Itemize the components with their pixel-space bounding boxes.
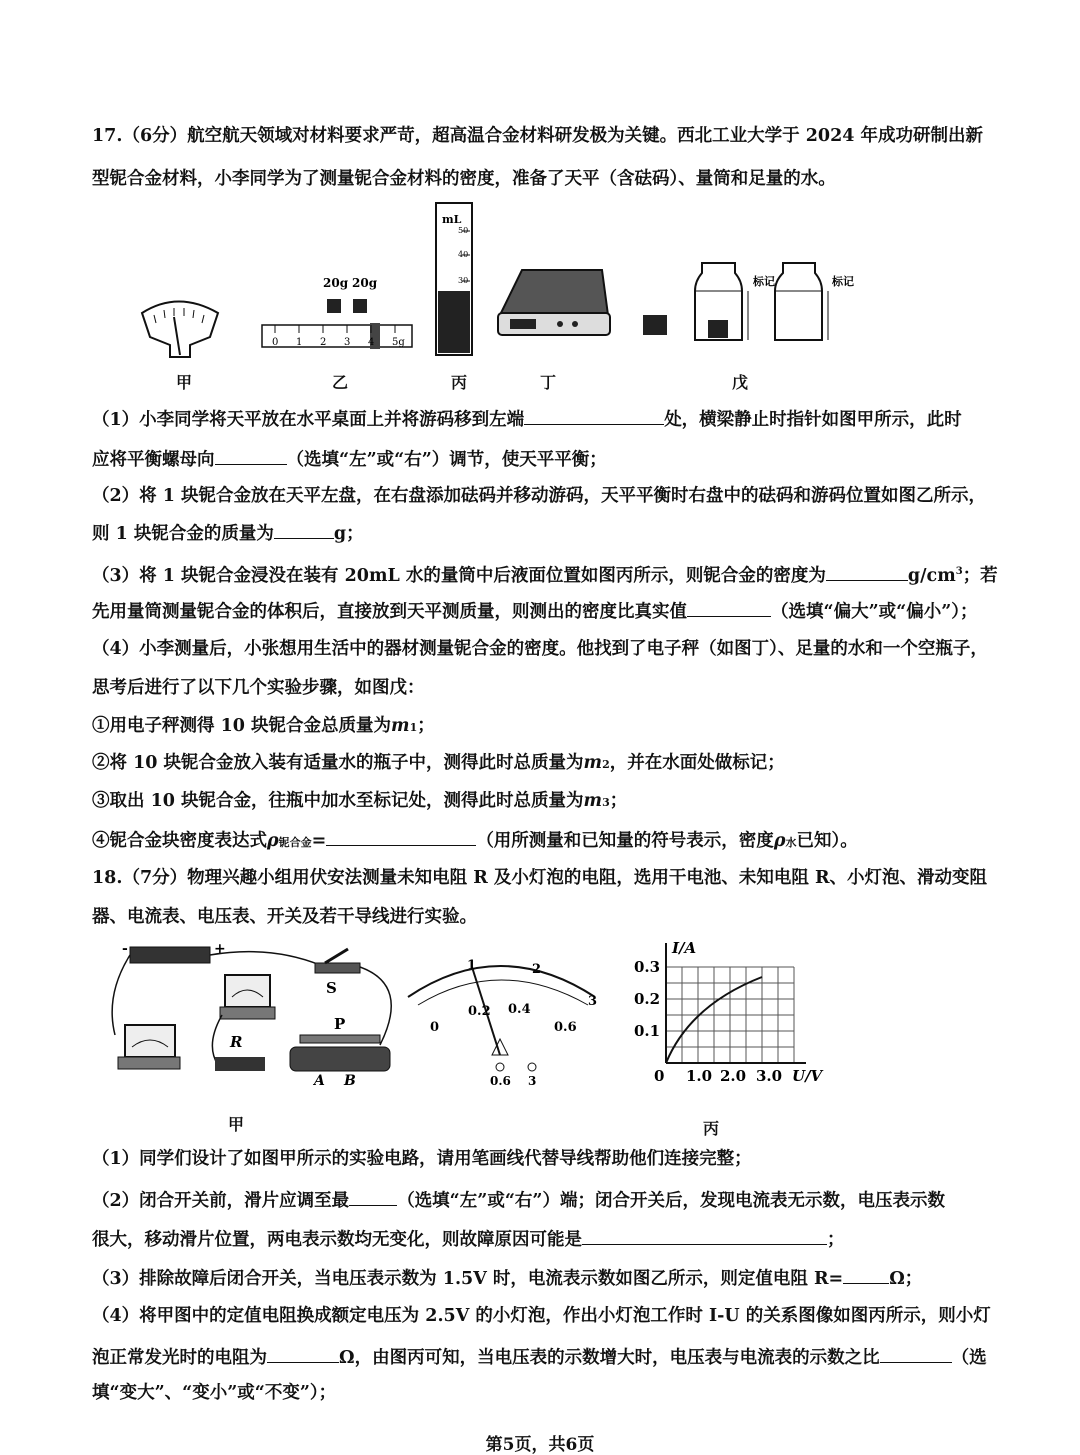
step3-end: ； xyxy=(609,791,628,811)
answer-blank[interactable] xyxy=(267,1344,339,1363)
answer-blank[interactable] xyxy=(215,446,287,465)
graph-ytick-0.2: 0.2 xyxy=(634,990,661,1008)
step2-text: ②将 10 块铌合金放入装有适量水的瓶子中，测得此时总质量为 xyxy=(92,753,584,773)
graph-xtick-0: 0 xyxy=(654,1067,665,1085)
rho-water-subscript: 水 xyxy=(785,836,797,849)
q18-part1: （1）同学们设计了如图甲所示的实验电路，请用笔画线代替导线帮助他们连接完整； xyxy=(92,1149,752,1169)
graph-xtick-3.0: 3.0 xyxy=(756,1067,783,1085)
answer-blank[interactable] xyxy=(326,827,476,846)
graph-xtick-2.0: 2.0 xyxy=(720,1067,747,1085)
ruler-tick-1: 1 xyxy=(296,337,303,348)
cylinder-unit: mL xyxy=(442,213,462,226)
q17-part2-line1: （2）将 1 块铌合金放在天平左盘，在右盘添加砝码并移动游码，天平平衡时右盘中的砝码和游码位置如图乙所示， xyxy=(92,486,987,506)
m1-symbol: m xyxy=(391,716,410,736)
meter-scale-1: 1 xyxy=(467,958,477,973)
answer-blank[interactable] xyxy=(349,1187,397,1206)
cylinder-tick-50: 50 xyxy=(458,226,469,235)
q18-stem-line2: 器、电流表、电压表、开关及若干导线进行实验。 xyxy=(92,907,477,927)
step1-end: ； xyxy=(417,716,435,736)
step3-text: ③取出 10 块铌合金，往瓶中加水至标记处，测得此时总质量为 xyxy=(92,791,584,811)
answer-blank[interactable] xyxy=(582,1226,827,1245)
battery-minus: - xyxy=(122,941,128,957)
caption-ding: 丁 xyxy=(540,373,557,392)
q17-part1-text-c: 应将平衡螺母向 xyxy=(92,450,215,470)
ruler-tick-2: 2 xyxy=(320,337,327,348)
graph-ylabel: I/A xyxy=(672,939,697,957)
q18-part2-text-d: ； xyxy=(827,1230,845,1250)
measuring-cylinder-figure xyxy=(436,203,472,355)
step4-text-b: （用所测量和已知量的符号表示，密度 xyxy=(476,831,774,851)
weight-label-1: 20g xyxy=(323,276,349,290)
answer-blank[interactable] xyxy=(274,520,334,539)
terminal-b-label: B xyxy=(344,1073,356,1089)
q17-part2-text-b: 则 1 块铌合金的质量为 xyxy=(92,524,274,544)
graph-ytick-0.3: 0.3 xyxy=(634,958,661,976)
caption-graph-bing: 丙 xyxy=(703,1119,720,1138)
graph-ytick-0.1: 0.1 xyxy=(634,1022,661,1040)
ruler-tick-0: 0 xyxy=(272,337,279,348)
q17-stem-line2: 型铌合金材料，小李同学为了测量铌合金材料的密度，准备了天平（含砝码）、量筒和足量的水。 xyxy=(92,169,836,189)
q18-stem-line1: 18.（7分）物理兴趣小组用伏安法测量未知电阻 R 及小灯泡的电阻，选用干电池、未知电阻 R、小灯泡、滑动变阻 xyxy=(92,868,987,888)
rho-symbol: ρ xyxy=(267,831,279,851)
meter-scale-0.6: 0.6 xyxy=(554,1020,577,1035)
q18-figure xyxy=(100,935,840,1115)
step4-equals: = xyxy=(311,831,327,851)
q18-part4-line3: 填“变大”、“变小”或“不变”）； xyxy=(92,1383,337,1403)
mark-label-1: 标记 xyxy=(753,275,775,288)
mark-label-2: 标记 xyxy=(832,275,854,288)
ruler-tick-3: 3 xyxy=(344,337,351,348)
density-unit: g/cm xyxy=(907,565,956,586)
resistor-label: R xyxy=(230,1033,243,1051)
cylinder-tick-30: 30 xyxy=(458,276,469,285)
cylinder-tick-40: 40 xyxy=(458,250,469,259)
q18-part2-text-a: （2）闭合开关前，滑片应调至最 xyxy=(92,1191,350,1211)
m2-subscript: 2 xyxy=(602,758,610,771)
q18-part2-text-c: 很大，移动滑片位置，两电表示数均无变化，则故障原因可能是 xyxy=(92,1230,582,1250)
q18-part2-line2 xyxy=(92,1226,845,1252)
answer-blank[interactable] xyxy=(880,1344,952,1363)
graph-xtick-1.0: 1.0 xyxy=(686,1067,713,1085)
m3-subscript: 3 xyxy=(602,796,610,809)
iu-graph-figure xyxy=(634,939,824,1085)
q17-part3-text-c: 先用量筒测量铌合金的体积后，直接放到天平测质量，则测出的密度比真实值 xyxy=(92,602,687,622)
answer-blank[interactable] xyxy=(524,406,664,425)
q17-step3 xyxy=(92,789,627,815)
q18-part2-line1 xyxy=(92,1187,945,1213)
q18-part3 xyxy=(92,1265,922,1291)
ruler-tick-4: 4 xyxy=(368,337,375,348)
q18-part4-text-d: （选 xyxy=(951,1348,987,1368)
caption-jia: 甲 xyxy=(176,373,193,392)
q18-part4-line2 xyxy=(92,1344,987,1370)
caption-bing: 丙 xyxy=(451,373,468,392)
q17-part4-line1: （4）小李测量后，小张想用生活中的器材测量铌合金的密度。他找到了电子秤（如图丁）、足量的水和一个空瓶子， xyxy=(92,639,988,659)
answer-blank[interactable] xyxy=(687,598,771,617)
step1-text: ①用电子秤测得 10 块铌合金总质量为 xyxy=(92,716,392,736)
q17-stem-line1: 17.（6分）航空航天领域对材料要求严苛，超高温合金材料研发极为关键。西北工业大学于 2024 年成功研制出新 xyxy=(92,126,984,146)
q17-step1 xyxy=(92,714,435,740)
meter-scale-0: 0 xyxy=(430,1020,440,1035)
rho-water-symbol: ρ xyxy=(773,831,786,851)
bottles-figure xyxy=(643,263,854,340)
electronic-scale-figure xyxy=(498,270,610,335)
m1-subscript: 1 xyxy=(409,721,418,734)
q18-part4-text-c: Ω，由图丙可知，当电压表的示数增大时，电压表与电流表的示数之比 xyxy=(339,1348,880,1368)
q18-part2-text-b: （选填“左”或“右”）端；闭合开关后，发现电流表无示数，电压表示数 xyxy=(397,1191,945,1211)
meter-scale-0.4: 0.4 xyxy=(508,1002,531,1017)
q18-part4-text-b: 泡正常发光时的电阻为 xyxy=(92,1348,267,1368)
ruler-tick-5: 5g xyxy=(392,337,405,348)
q17-part3-line2 xyxy=(92,598,978,624)
q17-part1-text-b: 处，横梁静止时指针如图甲所示，此时 xyxy=(664,410,962,430)
weight-label-2: 20g xyxy=(352,276,378,290)
weights-ruler-figure xyxy=(262,276,412,349)
rho-subscript: 铌合金 xyxy=(278,836,312,849)
meter-terminal-0.6: 0.6 xyxy=(490,1074,511,1088)
q17-step2 xyxy=(92,751,785,777)
m2-symbol: m xyxy=(583,753,603,773)
answer-blank[interactable] xyxy=(826,562,908,581)
meter-scale-3: 3 xyxy=(588,994,598,1009)
q18-part3-text-a: （3）排除故障后闭合开关，当电压表示数为 1.5V 时，电流表示数如图乙所示，则定值电阻 R= xyxy=(92,1269,844,1289)
q17-part4-line2: 思考后进行了以下几个实验步骤，如图戊： xyxy=(92,678,425,698)
battery-plus: + xyxy=(214,941,226,957)
meter-scale-2: 2 xyxy=(532,962,542,977)
density-unit-exponent: 3 xyxy=(955,566,963,577)
page-footer: 第5页，共6页 xyxy=(485,1435,595,1455)
graph-xlabel: U/V xyxy=(792,1067,823,1085)
q17-figure xyxy=(130,195,860,395)
step4-text-c: 已知）。 xyxy=(796,831,858,851)
q17-part2-text-c: g； xyxy=(333,524,364,544)
meter-terminal-3: 3 xyxy=(528,1074,537,1088)
q17-part3-text-b: ；若 xyxy=(962,565,998,586)
q17-part1-line1 xyxy=(92,406,962,432)
q17-part2-line2 xyxy=(92,520,364,546)
caption-wu: 戊 xyxy=(732,373,749,392)
caption-circuit-jia: 甲 xyxy=(228,1115,245,1134)
answer-blank[interactable] xyxy=(843,1265,889,1284)
q17-part1-text-d: （选填“左”或“右”）调节，使天平平衡； xyxy=(286,450,607,470)
q17-part3-text-a: （3）将 1 块铌合金浸没在装有 20mL 水的量筒中后液面位置如图丙所示，则铌合金的密度为 xyxy=(92,565,826,586)
caption-yi: 乙 xyxy=(332,373,349,392)
q17-part1-line2 xyxy=(92,446,607,472)
q17-part1-text-a: （1）小李同学将天平放在水平桌面上并将游码移到左端 xyxy=(92,410,525,430)
meter-scale-0.2: 0.2 xyxy=(468,1004,491,1019)
balance-pointer-figure xyxy=(142,302,218,358)
q17-step4 xyxy=(92,827,858,855)
step4-text-a: ④铌合金块密度表达式 xyxy=(92,831,267,851)
terminal-a-label: A xyxy=(314,1073,325,1089)
m3-symbol: m xyxy=(583,791,603,811)
q18-part4-line1: （4）将甲图中的定值电阻换成额定电压为 2.5V 的小灯泡，作出小灯泡工作时 I-U 的关系图像如图丙所示，则小灯 xyxy=(92,1306,991,1326)
q17-part3-text-d: （选填“偏大”或“偏小”）； xyxy=(771,602,978,622)
slider-label: P xyxy=(334,1015,346,1033)
switch-label: S xyxy=(326,979,337,997)
circuit-figure xyxy=(112,941,391,1089)
q17-part3-line1 xyxy=(92,560,998,588)
step2-end: ，并在水面处做标记； xyxy=(609,753,785,773)
q18-part3-text-b: Ω； xyxy=(889,1269,923,1289)
ammeter-dial-figure xyxy=(408,958,597,1088)
